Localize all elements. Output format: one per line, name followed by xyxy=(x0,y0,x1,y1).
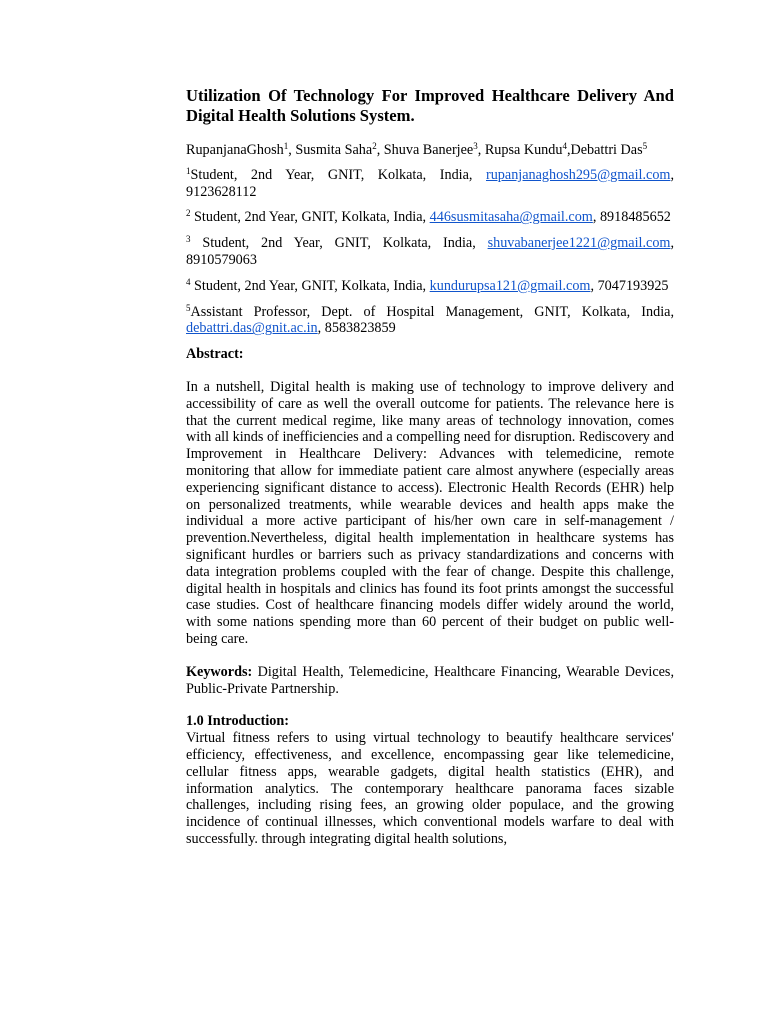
affiliation-phone: 8918485652 xyxy=(599,209,671,226)
author-name: Shuva Banerjee xyxy=(383,142,474,158)
affiliation-text: Student, 2nd Year, GNIT, Kolkata, India, xyxy=(190,235,488,252)
author-mark: 1 xyxy=(283,141,289,151)
affiliation-mark: 2 xyxy=(186,208,191,219)
author-name: Rupsa Kundu xyxy=(484,142,563,158)
email-link[interactable]: kundurupsa121@gmail.com xyxy=(429,277,591,294)
affiliation-text: Student, 2nd Year, GNIT, Kolkata, India, xyxy=(190,277,430,294)
paper-title: Utilization Of Technology For Improved Healthcare Delivery And Digital Health Solutions System. xyxy=(186,86,674,125)
affiliation-mark: 3 xyxy=(186,234,191,245)
affiliation-text: Assistant Professor, Dept. of Hospital Management, GNIT, Kolkata, India, xyxy=(190,303,674,320)
affiliation-text: Student, 2nd Year, GNIT, Kolkata, India, xyxy=(190,209,430,226)
affiliation: $^4$ Student, 2nd Year, GNIT, Kolkata, India, kundurupsa121@gmail.com, 7047193925 xyxy=(186,276,669,294)
keywords-text: Digital Health, Telemedicine, Healthcare Financing, Wearable Devices, Public-Private Partnership. xyxy=(186,663,674,697)
affiliation-phone: 9123628112 xyxy=(186,183,257,200)
affiliation: $^2$ Student, 2nd Year, GNIT, Kolkata, India, 446susmitasaha@gmail.com, 8918485652 xyxy=(186,208,671,226)
author-name: Susmita Saha xyxy=(295,142,373,158)
author-mark: 4 xyxy=(562,141,567,151)
keywords xyxy=(186,664,674,698)
email-link[interactable]: debattri.das@gnit.ac.in xyxy=(186,320,318,337)
author-name: RupanjanaGhosh xyxy=(186,142,284,158)
section-heading-introduction: 1.0 Introduction: xyxy=(186,713,290,730)
author-mark: 3 xyxy=(473,141,478,151)
abstract-heading: Abstract: xyxy=(186,346,244,363)
affiliation: $^5$Assistant Professor, Dept. of Hospital Management, GNIT, Kolkata, India, debattri.das@gnit.ac.in, 8583823859 xyxy=(186,302,674,337)
email-link[interactable]: 446susmitasaha@gmail.com xyxy=(429,209,593,226)
author-list: RupanjanaGhosh$^1$, Susmita Saha$^2$, Shuva Banerjee$^3$, Rupsa Kundu$^4$,Debattri Das$^5$ xyxy=(186,141,648,158)
paper-page xyxy=(186,86,674,848)
affiliation-mark: 1 xyxy=(186,165,191,176)
author-name: Debattri Das xyxy=(570,142,643,158)
author-mark: 5 xyxy=(642,141,648,151)
email-link[interactable]: shuvabanerjee1221@gmail.com xyxy=(487,235,671,252)
affiliation-mark: 4 xyxy=(186,276,191,287)
introduction-text: Virtual fitness refers to using virtual technology to beautify healthcare services' efficiency, effectiveness, and excellence, encompassing gear like telemedicine, cellular fitness apps, wearable gadgets, digital health statistics (EHR), and information analytics. The contemporary healthcare panorama faces sizable challenges, including rising fees, an growing older populace, and the growing incidence of continual illnesses, which conventional models warfare to deal with successfully. through integrating digital health solutions, xyxy=(186,730,674,847)
author-mark: 2 xyxy=(372,141,377,151)
affiliation: $^1$Student, 2nd Year, GNIT, Kolkata, India, rupanjanaghosh295@gmail.com, 9123628112 xyxy=(186,165,674,200)
abstract-text: In a nutshell, Digital health is making use of technology to improve delivery and accessibility of care as well the overall outcome for patients. The relevance here is that the current medical regime, like many areas of technology innovation, comes with all kinds of inefficiencies and a compelling need for disruption. Rediscovery and Improvement in Healthcare Delivery: Advances with telemedicine, remote monitoring that allow for immediate patient care almost anywhere (especially areas experiencing significant distance to access). Electronic Health Records (EHR) help on personalized treatments, while wearable devices and health apps make the individual a more active participant of his/her own care in self-management / prevention.Nevertheless, digital health implementation in healthcare systems has significant hurdles or barriers such as privacy standardizations and concerns with data integration problems coupled with the fear of change. Despite this challenge, digital health in hospitals and clinics has found its foot prints amongst the successful case studies. Cost of healthcare financing models differ widely around the world, with some nations spending more than 60 percent of their budget on public well-being care. xyxy=(186,378,674,647)
affiliation: $^3$ Student, 2nd Year, GNIT, Kolkata, India, shuvabanerjee1221@gmail.com, 8910579063 xyxy=(186,234,674,268)
affiliation-phone: 8910579063 xyxy=(186,251,257,268)
affiliation-mark: 5 xyxy=(186,302,191,313)
affiliation-phone: 8583823859 xyxy=(324,320,396,337)
affiliation-phone: 7047193925 xyxy=(597,277,669,294)
email-link[interactable]: rupanjanaghosh295@gmail.com xyxy=(485,166,671,183)
keywords-label: Keywords: xyxy=(186,663,253,680)
affiliation-text: Student, 2nd Year, GNIT, Kolkata, India, xyxy=(190,166,486,183)
